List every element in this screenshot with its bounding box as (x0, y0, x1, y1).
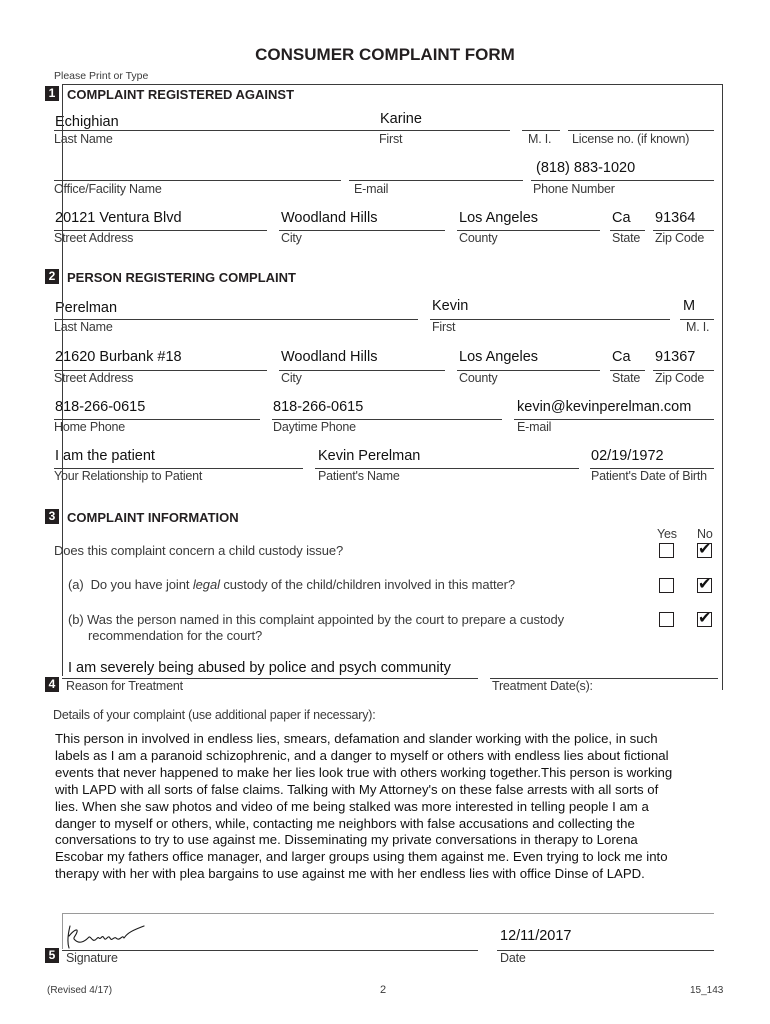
section3-number: 3 (45, 509, 59, 524)
form-code: 15_143 (690, 985, 724, 996)
joint-custody-no-checkbox[interactable] (697, 574, 712, 593)
custody-issue-no-checkbox[interactable] (697, 539, 712, 558)
print-instruction: Please Print or Type (54, 70, 149, 82)
license-label: License no. (if known) (572, 132, 690, 146)
registrant-county-value[interactable]: Los Angeles (459, 349, 539, 365)
daytime-phone-value[interactable]: 818-266-0615 (273, 399, 364, 415)
against-county-label: County (459, 231, 498, 245)
registrant-first-name-label: First (432, 320, 456, 334)
signature-date-label: Date (500, 951, 526, 965)
signature-label: Signature (66, 951, 118, 965)
form-left-rule (62, 84, 63, 676)
joint-custody-yes-checkbox[interactable] (659, 578, 674, 593)
revision-note: (Revised 4/17) (47, 985, 113, 996)
against-email-label: E-mail (354, 182, 389, 196)
against-mi-label: M. I. (528, 132, 552, 146)
section1-number: 1 (45, 86, 59, 101)
signature-image[interactable] (64, 920, 154, 952)
relationship-label: Your Relationship to Patient (54, 469, 203, 483)
against-state-label: State (612, 231, 641, 245)
registrant-county-label: County (459, 371, 498, 385)
against-state-value[interactable]: Ca (612, 210, 631, 226)
reason-for-treatment-label: Reason for Treatment (66, 679, 183, 693)
details-line: labels as I am a paranoid schizophrenic, and a danger to myself or others with endless lies about fictional (55, 747, 669, 763)
section4-number: 4 (45, 677, 59, 692)
section2-number: 2 (45, 269, 59, 284)
relationship-value[interactable]: I am the patient (55, 448, 155, 464)
details-line: with LAPD with all sorts of false claims. Talking with My Attorney's on these false arrests with all sorts of (55, 781, 659, 797)
registrant-email-label: E-mail (517, 420, 552, 434)
details-line: conversations to try to use against me. Disseminating my private conversations in therapy to Lorena (55, 832, 638, 848)
against-last-name-value[interactable]: Echighian (55, 114, 119, 130)
against-last-name-label: Last Name (54, 132, 113, 146)
patient-dob-value[interactable]: 02/19/1972 (591, 448, 664, 464)
custody-issue-yes-checkbox[interactable] (659, 543, 674, 558)
section3-title: COMPLAINT INFORMATION (67, 510, 239, 525)
against-zip-value[interactable]: 91364 (655, 210, 696, 226)
registrant-state-value[interactable]: Ca (612, 349, 631, 365)
reason-for-treatment-value[interactable]: I am severely being abused by police and psych community (68, 660, 451, 676)
question-joint-emphasis: legal (192, 577, 220, 592)
against-city-value[interactable]: Woodland Hills (281, 210, 378, 226)
registrant-email-value[interactable]: kevin@kevinperelman.com (517, 399, 692, 415)
yes-column-label: Yes (657, 527, 677, 541)
court-appointed-yes-checkbox[interactable] (659, 612, 674, 627)
check-mark-icon: ✔ (698, 539, 712, 558)
question-custody-issue: Does this complaint concern a child custody issue? (54, 543, 344, 558)
signature-top-rule (62, 913, 714, 914)
against-street-label: Street Address (54, 231, 134, 245)
patient-dob-label: Patient's Date of Birth (591, 469, 707, 483)
patient-name-value[interactable]: Kevin Perelman (318, 448, 421, 464)
registrant-first-name-value[interactable]: Kevin (432, 298, 469, 314)
check-mark-icon: ✔ (698, 574, 712, 593)
details-line: This person in involved in endless lies, smears, defamation and slander working with the police, in such (55, 731, 658, 746)
registrant-mi-label: M. I. (686, 320, 710, 334)
against-phone-value[interactable]: (818) 883-1020 (536, 160, 636, 176)
page-number: 2 (380, 984, 387, 996)
details-line: therapy with her with plea bargains to use against me with her endless lies with office Dinse of LAPD. (55, 866, 645, 882)
daytime-phone-label: Daytime Phone (273, 420, 356, 434)
registrant-last-name-value[interactable]: Perelman (55, 300, 118, 316)
registrant-street-label: Street Address (54, 371, 134, 385)
home-phone-label: Home Phone (54, 420, 125, 434)
registrant-city-label: City (281, 371, 302, 385)
form-right-rule (722, 84, 723, 690)
against-street-value[interactable]: 20121 Ventura Blvd (55, 210, 182, 226)
form-title: CONSUMER COMPLAINT FORM (255, 45, 515, 64)
details-line: Escobar my fathers office manager, and larger groups using them against me. Even trying to lock me into (55, 849, 668, 865)
details-line: danger to myself or others, while, contacting me neighbors with false accusations and collecting the (55, 815, 635, 831)
question-joint-suffix: custody of the child/children involved in this matter? (219, 577, 515, 592)
registrant-zip-value[interactable]: 91367 (655, 349, 696, 365)
details-line: lies. When she saw photos and video of me being stalked was more interested in telling people I am a (55, 798, 649, 814)
registrant-city-value[interactable]: Woodland Hills (281, 349, 378, 365)
court-appointed-no-checkbox[interactable] (697, 608, 712, 627)
against-county-value[interactable]: Los Angeles (459, 210, 539, 226)
registrant-state-label: State (612, 371, 641, 385)
registrant-zip-label: Zip Code (655, 371, 705, 385)
section2-title: PERSON REGISTERING COMPLAINT (67, 270, 296, 285)
complaint-details-text[interactable] (55, 731, 715, 883)
against-first-name-label: First (379, 132, 403, 146)
facility-name-label: Office/Facility Name (54, 182, 162, 196)
section1-title: COMPLAINT REGISTERED AGAINST (67, 87, 295, 102)
registrant-street-value[interactable]: 21620 Burbank #18 (55, 349, 182, 365)
check-mark-icon: ✔ (698, 608, 712, 627)
details-line: events that never happened to make her lies look true with others working together.This person is working (55, 764, 673, 780)
question-joint-legal-custody (68, 577, 515, 592)
against-city-label: City (281, 231, 302, 245)
against-zip-label: Zip Code (655, 231, 705, 245)
against-phone-label: Phone Number (533, 182, 615, 196)
patient-name-label: Patient's Name (318, 469, 400, 483)
signature-date-value[interactable]: 12/11/2017 (500, 928, 572, 944)
no-column-label: No (697, 527, 713, 541)
registrant-mi-value[interactable]: M (683, 298, 696, 314)
question-court-appointed-line2: recommendation for the court? (88, 628, 263, 643)
details-label: Details of your complaint (use additional paper if necessary): (53, 708, 376, 722)
treatment-dates-label: Treatment Date(s): (492, 679, 593, 693)
against-first-name-value[interactable]: Karine (380, 111, 422, 127)
question-joint-prefix: (a) Do you have joint (68, 577, 193, 592)
question-court-appointed-line1: (b) Was the person named in this complaint appointed by the court to prepare a custody (68, 612, 565, 627)
section1-top-rule (62, 84, 722, 85)
home-phone-value[interactable]: 818-266-0615 (55, 399, 146, 415)
registrant-last-name-label: Last Name (54, 320, 113, 334)
section5-number: 5 (45, 948, 59, 963)
